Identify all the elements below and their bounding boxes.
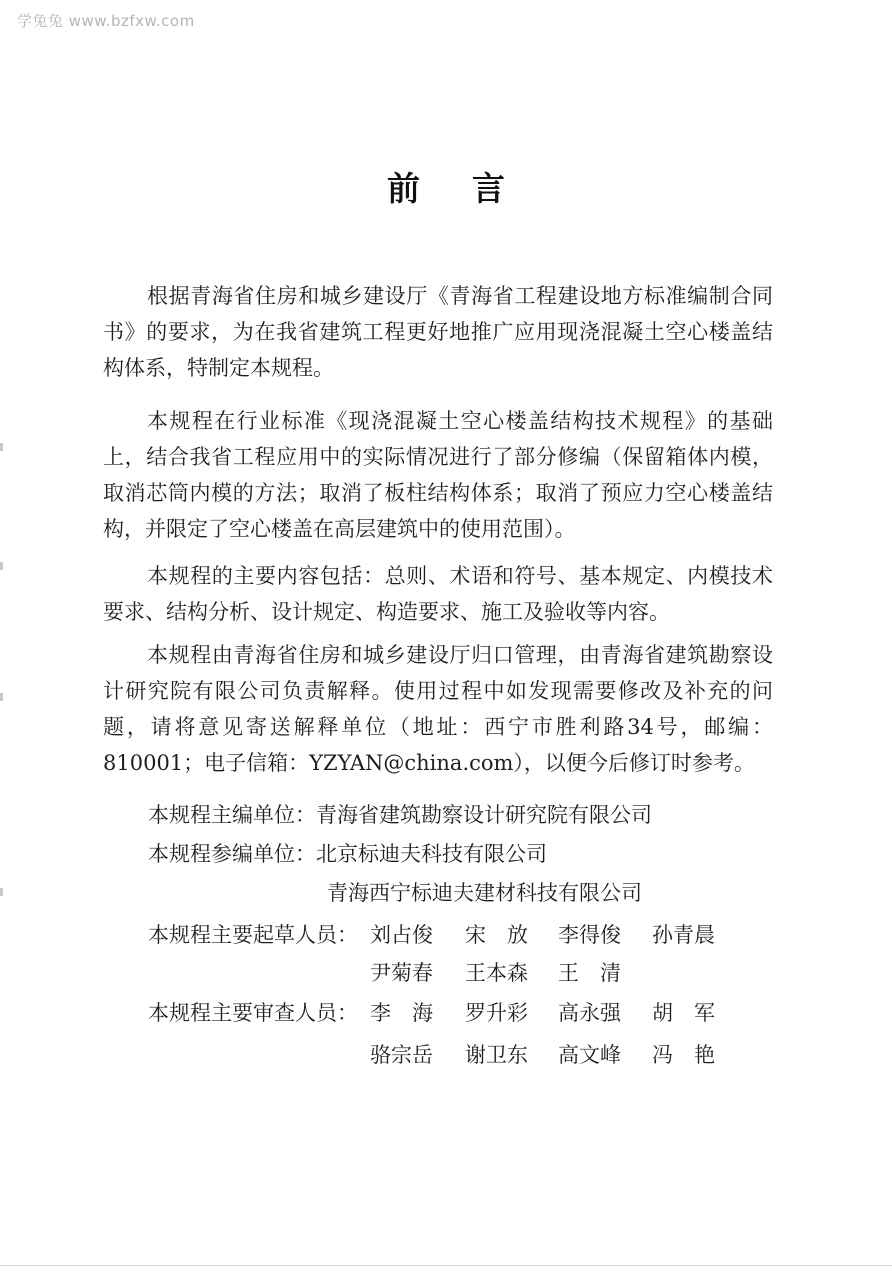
reviewer-name: 谢卫东 (465, 1043, 528, 1067)
participating-units-label: 本规程参编单位： (148, 842, 316, 866)
scan-edge-mark (0, 888, 3, 896)
reviewer-name: 冯 艳 (652, 1043, 715, 1067)
drafters-label: 本规程主要起草人员： (148, 923, 358, 947)
drafter-name: 宋 放 (465, 923, 528, 947)
drafter-name: 李得俊 (558, 923, 621, 947)
page-bottom-rule (0, 1265, 892, 1266)
scan-edge-mark (0, 562, 3, 570)
reviewer-name: 李 海 (370, 1001, 433, 1025)
chief-unit-label: 本规程主编单位： (148, 803, 316, 827)
participating-unit: 北京标迪夫科技有限公司 (316, 842, 547, 866)
drafter-name: 刘占俊 (370, 923, 433, 947)
scan-edge-mark (0, 693, 3, 701)
reviewer-name: 骆宗岳 (370, 1043, 433, 1067)
scan-edge-mark (0, 443, 3, 451)
paragraph-revision: 本规程在行业标准《现浇混凝土空心楼盖结构技术规程》的基础上，结合我省工程应用中的实际情况进行了部分修编（保留箱体内模，取消芯筒内模的方法；取消了板柱结构体系；取消了预应力空心楼盖结构，并限定了空心楼盖在高层建筑中的使用范围）。 (103, 409, 773, 541)
watermark: 学兔兔 www.bzfxw.com (17, 12, 195, 30)
reviewers-label: 本规程主要审查人员： (148, 1001, 358, 1025)
reviewer-name: 罗升彩 (465, 1001, 528, 1025)
reviewer-name: 高文峰 (558, 1043, 621, 1067)
page-title: 前言 (387, 169, 557, 208)
reviewer-name: 胡 军 (652, 1001, 715, 1025)
drafter-name: 王 清 (558, 961, 621, 985)
paragraph-contents: 本规程的主要内容包括：总则、术语和符号、基本规定、内模技术要求、结构分析、设计规定、构造要求、施工及验收等内容。 (103, 564, 773, 624)
paragraph-management: 本规程由青海省住房和城乡建设厅归口管理，由青海省建筑勘察设计研究院有限公司负责解释。使用过程中如发现需要修改及补充的问题，请将意见寄送解释单位（地址：西宁市胜利路34号，邮编：810001；电子信箱：YZYAN@china.com），以便今后修订时参考。 (103, 643, 773, 775)
drafter-name: 王本森 (465, 961, 528, 985)
participating-unit: 青海西宁标迪夫建材科技有限公司 (327, 881, 642, 905)
chief-unit-value: 青海省建筑勘察设计研究院有限公司 (316, 803, 652, 827)
reviewer-name: 高永强 (558, 1001, 621, 1025)
drafter-name: 尹菊春 (370, 961, 433, 985)
drafter-name: 孙青晨 (652, 923, 715, 947)
paragraph-basis: 根据青海省住房和城乡建设厅《青海省工程建设地方标准编制合同书》的要求，为在我省建筑工程更好地推广应用现浇混凝土空心楼盖结构体系，特制定本规程。 (103, 284, 773, 380)
